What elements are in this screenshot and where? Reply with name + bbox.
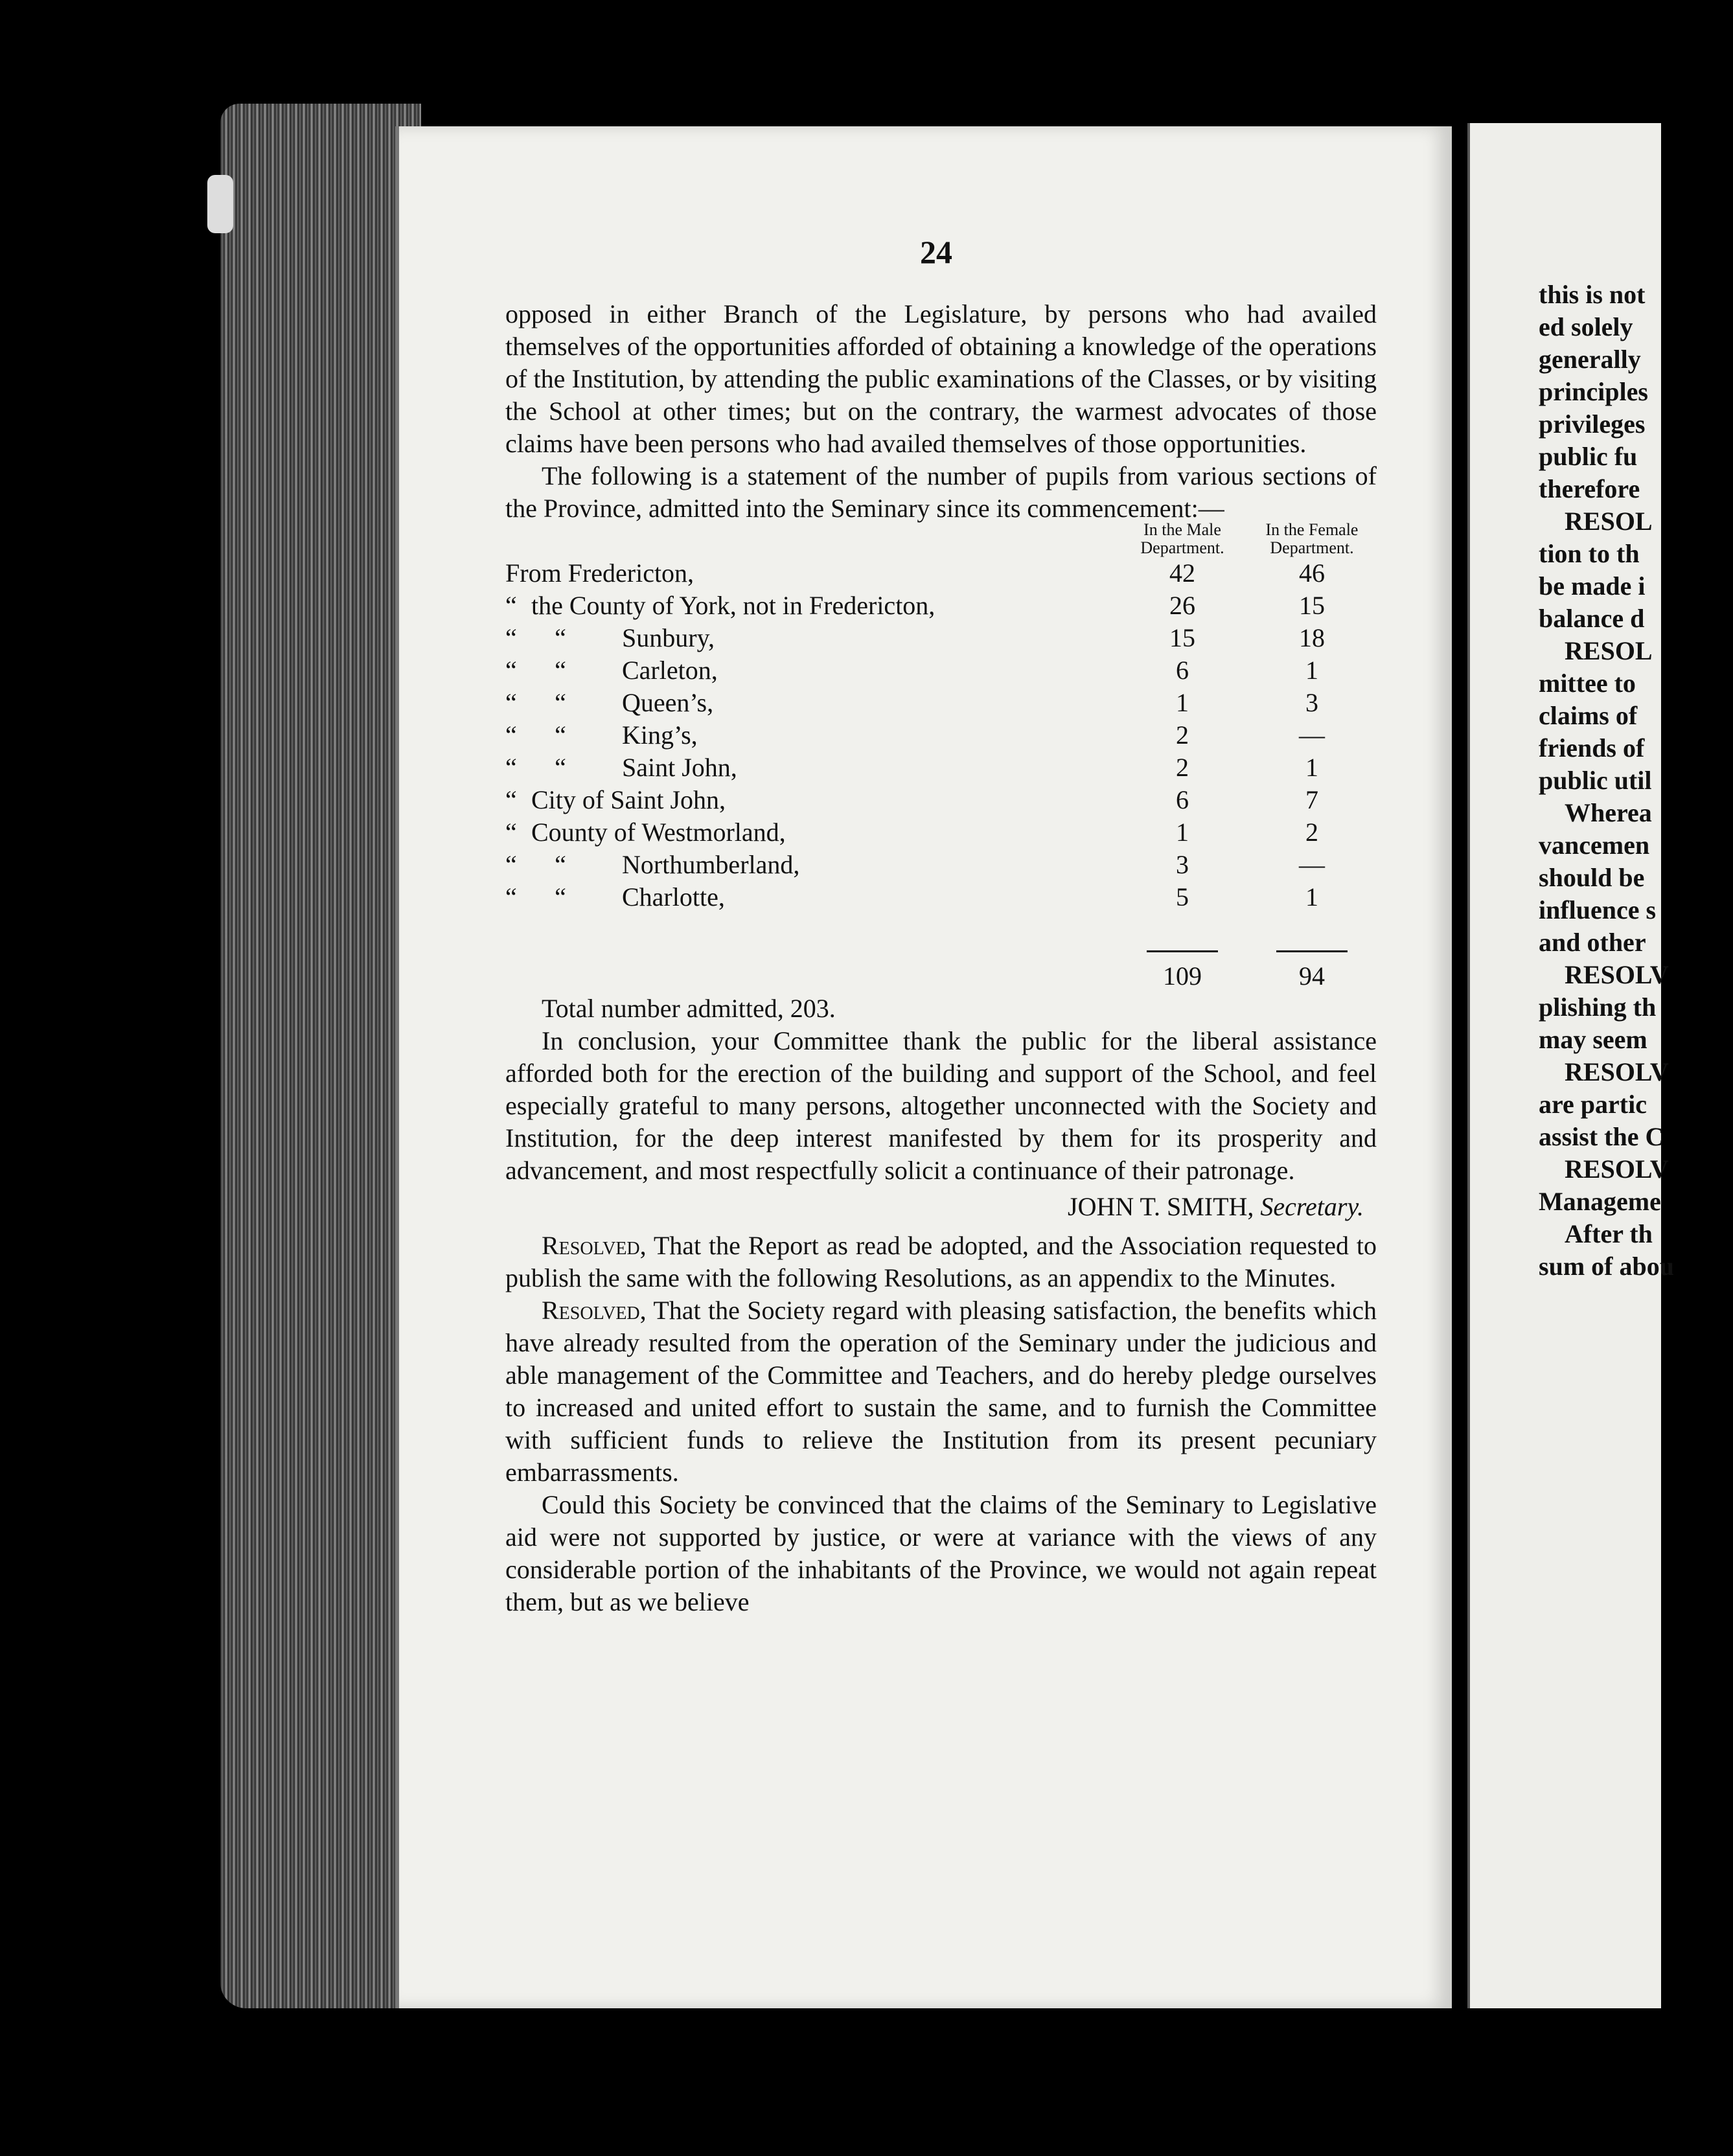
row-female-count: — <box>1299 720 1325 750</box>
right-page-line: vancemen <box>1539 831 1650 860</box>
row-place: King’s, <box>622 720 698 750</box>
table-row <box>505 687 1377 719</box>
table-row <box>505 622 1377 654</box>
row-female-count: 1 <box>1305 882 1318 912</box>
row-place: the County of York, not in Fredericton, <box>531 591 935 620</box>
total-female: 94 <box>1299 961 1325 991</box>
row-ditto-b: “ <box>555 882 566 912</box>
page-number: 24 <box>920 234 952 270</box>
right-page-line: friends of <box>1539 733 1645 763</box>
right-page-line: ed solely <box>1539 312 1633 341</box>
row-place: Queen’s, <box>622 688 714 717</box>
row-male-count: 5 <box>1176 882 1189 912</box>
row-place: From Fredericton, <box>505 558 694 588</box>
row-ditto-a: “ <box>505 591 517 620</box>
row-ditto-a: “ <box>505 785 517 814</box>
male-total-rule <box>1147 950 1218 952</box>
row-ditto-a: “ <box>505 656 517 685</box>
resolution-2-lead: Resolved, <box>542 1296 647 1325</box>
header-male-department: In the Male Department. <box>1140 520 1224 557</box>
resolution-1-text: That the Report as read be adopted, and the Association requested to publish the same with the following Resolutions, as an appendix to the Minutes. <box>505 1231 1377 1292</box>
table-row <box>505 654 1377 687</box>
signature-title: Secretary. <box>1260 1192 1364 1221</box>
right-page-line: sum of abou <box>1539 1252 1674 1281</box>
row-male-count: 1 <box>1176 688 1189 717</box>
signature-name: JOHN T. SMITH, <box>1068 1192 1254 1221</box>
table-row <box>505 784 1377 816</box>
row-male-count: 42 <box>1169 558 1195 588</box>
table-row <box>505 816 1377 849</box>
row-male-count: 1 <box>1176 818 1189 847</box>
row-place: Northumberland, <box>622 850 800 879</box>
row-place: City of Saint John, <box>531 785 726 814</box>
row-male-count: 2 <box>1176 753 1189 782</box>
row-place: Carleton, <box>622 656 718 685</box>
header-female-department: In the Female Department. <box>1265 520 1359 557</box>
row-place: Charlotte, <box>622 882 725 912</box>
right-page-line: RESOLV <box>1565 1154 1669 1184</box>
row-female-count: 46 <box>1299 558 1325 588</box>
row-ditto-b: “ <box>555 656 566 685</box>
right-page-line: balance d <box>1539 604 1645 633</box>
right-page-line: should be <box>1539 863 1645 892</box>
row-male-count: 15 <box>1169 623 1195 652</box>
signature <box>505 1191 1377 1223</box>
totals-row <box>505 960 1377 992</box>
row-female-count: — <box>1299 850 1325 879</box>
row-female-count: 1 <box>1305 753 1318 782</box>
row-male-count: 6 <box>1176 785 1189 814</box>
table-row <box>505 719 1377 751</box>
right-page-line: influence s <box>1539 895 1657 924</box>
row-ditto-a: “ <box>505 850 517 879</box>
right-page-line: mittee to <box>1539 669 1636 698</box>
row-ditto-a: “ <box>505 688 517 717</box>
row-male-count: 3 <box>1176 850 1189 879</box>
total-male: 109 <box>1163 961 1202 991</box>
female-total-rule <box>1276 950 1348 952</box>
right-page-line: may seem <box>1539 1025 1647 1054</box>
table-header-row <box>505 521 1377 557</box>
row-ditto-b: “ <box>555 753 566 782</box>
row-female-count: 3 <box>1305 688 1318 717</box>
left-page-text <box>505 298 1377 1618</box>
row-ditto-a: “ <box>505 882 517 912</box>
paragraph-conclusion: In conclusion, your Committee thank the public for the liberal assistance afforded both for the erection of the building and support of the School, and feel especially grateful to many persons, altogether unconnected with the Society and Institution, for the deep interest manifested by them for its prosperity and advancement, and most respectfully solicit a continuance of their patronage. <box>505 1026 1377 1185</box>
resolution-2-text: That the Society regard with pleasing satisfaction, the benefits which have already resulted from the operation of the Seminary under the judicious and able management of the Committee and Teachers, and do hereby pledge ourselves to increased and united effort to sustain the same, and to furnish the Committee with sufficient funds to relieve the Institution from its present pecuniary embarrassments. <box>505 1296 1377 1487</box>
row-ditto-a: “ <box>505 720 517 750</box>
right-page-line: RESOL <box>1565 507 1653 536</box>
row-place: County of Westmorland, <box>531 818 786 847</box>
right-page-line: RESOLV <box>1565 1057 1669 1086</box>
table-row <box>505 557 1377 590</box>
right-page-line: and other <box>1539 928 1646 957</box>
row-male-count: 6 <box>1176 656 1189 685</box>
row-ditto-b: “ <box>555 720 566 750</box>
resolution-1-lead: Resolved, <box>542 1231 647 1260</box>
row-male-count: 26 <box>1169 591 1195 620</box>
paper-tab-scrap <box>207 175 233 233</box>
right-page-line: claims of <box>1539 701 1638 730</box>
table-row <box>505 881 1377 913</box>
right-page-line: RESOL <box>1565 636 1653 665</box>
table-row <box>505 590 1377 622</box>
row-ditto-b: “ <box>555 850 566 879</box>
row-place: Sunbury, <box>622 623 715 652</box>
right-page-line: therefore <box>1539 474 1640 503</box>
right-page-text-fragments <box>1539 279 1733 1283</box>
right-page-line: Wherea <box>1565 798 1652 827</box>
row-ditto-a: “ <box>505 753 517 782</box>
right-page-line: this is not <box>1539 280 1646 309</box>
table-row <box>505 849 1377 881</box>
resolution-2 <box>505 1294 1377 1489</box>
row-ditto-b: “ <box>555 623 566 652</box>
table-row <box>505 751 1377 784</box>
right-page-line: principles <box>1539 377 1648 406</box>
right-page-line: public util <box>1539 766 1652 795</box>
right-page-line: privileges <box>1539 409 1646 439</box>
paragraph-statement-intro: The following is a statement of the number of pupils from various sections of the Province, admitted into the Seminary since its commencement:— <box>505 461 1377 523</box>
row-ditto-b: “ <box>555 688 566 717</box>
row-place: Saint John, <box>622 753 737 782</box>
right-page-line: tion to th <box>1539 539 1640 568</box>
row-male-count: 2 <box>1176 720 1189 750</box>
admissions-table <box>505 521 1377 992</box>
right-page-line: Manageme <box>1539 1187 1661 1216</box>
right-page-line: public fu <box>1539 442 1638 471</box>
row-female-count: 7 <box>1305 785 1318 814</box>
right-page-line: RESOLV <box>1565 960 1669 989</box>
paragraph-opening: opposed in either Branch of the Legislature, by persons who had availed themselves of the opportunities afforded of obtaining a knowledge of the operations of the Institution, by attending the public examinations of the Classes, or by visiting the School at other times; but on the contrary, the warmest advocates of those claims have been persons who had availed themselves of those opportunities. <box>505 299 1377 458</box>
right-page-line: After th <box>1565 1219 1653 1248</box>
row-female-count: 15 <box>1299 591 1325 620</box>
row-ditto-a: “ <box>505 623 517 652</box>
total-admitted-line: Total number admitted, 203. <box>542 994 836 1023</box>
row-female-count: 18 <box>1299 623 1325 652</box>
row-female-count: 2 <box>1305 818 1318 847</box>
right-page-line: plishing th <box>1539 992 1657 1022</box>
right-page-line: are partic <box>1539 1090 1647 1119</box>
right-page-line: assist the C <box>1539 1122 1664 1151</box>
resolution-1 <box>505 1230 1377 1294</box>
row-ditto-a: “ <box>505 818 517 847</box>
row-female-count: 1 <box>1305 656 1318 685</box>
book-page-edges <box>220 104 421 2008</box>
totals-rule-row <box>505 913 1377 960</box>
right-page-line: be made i <box>1539 571 1646 601</box>
right-page-line: generally <box>1539 345 1641 374</box>
paragraph-final: Could this Society be convinced that the claims of the Seminary to Legislative aid were not supported by justice, or were at variance with the views of any considerable portion of the inhabitants of the Province, we would not again repeat them, but as we believe <box>505 1490 1377 1616</box>
